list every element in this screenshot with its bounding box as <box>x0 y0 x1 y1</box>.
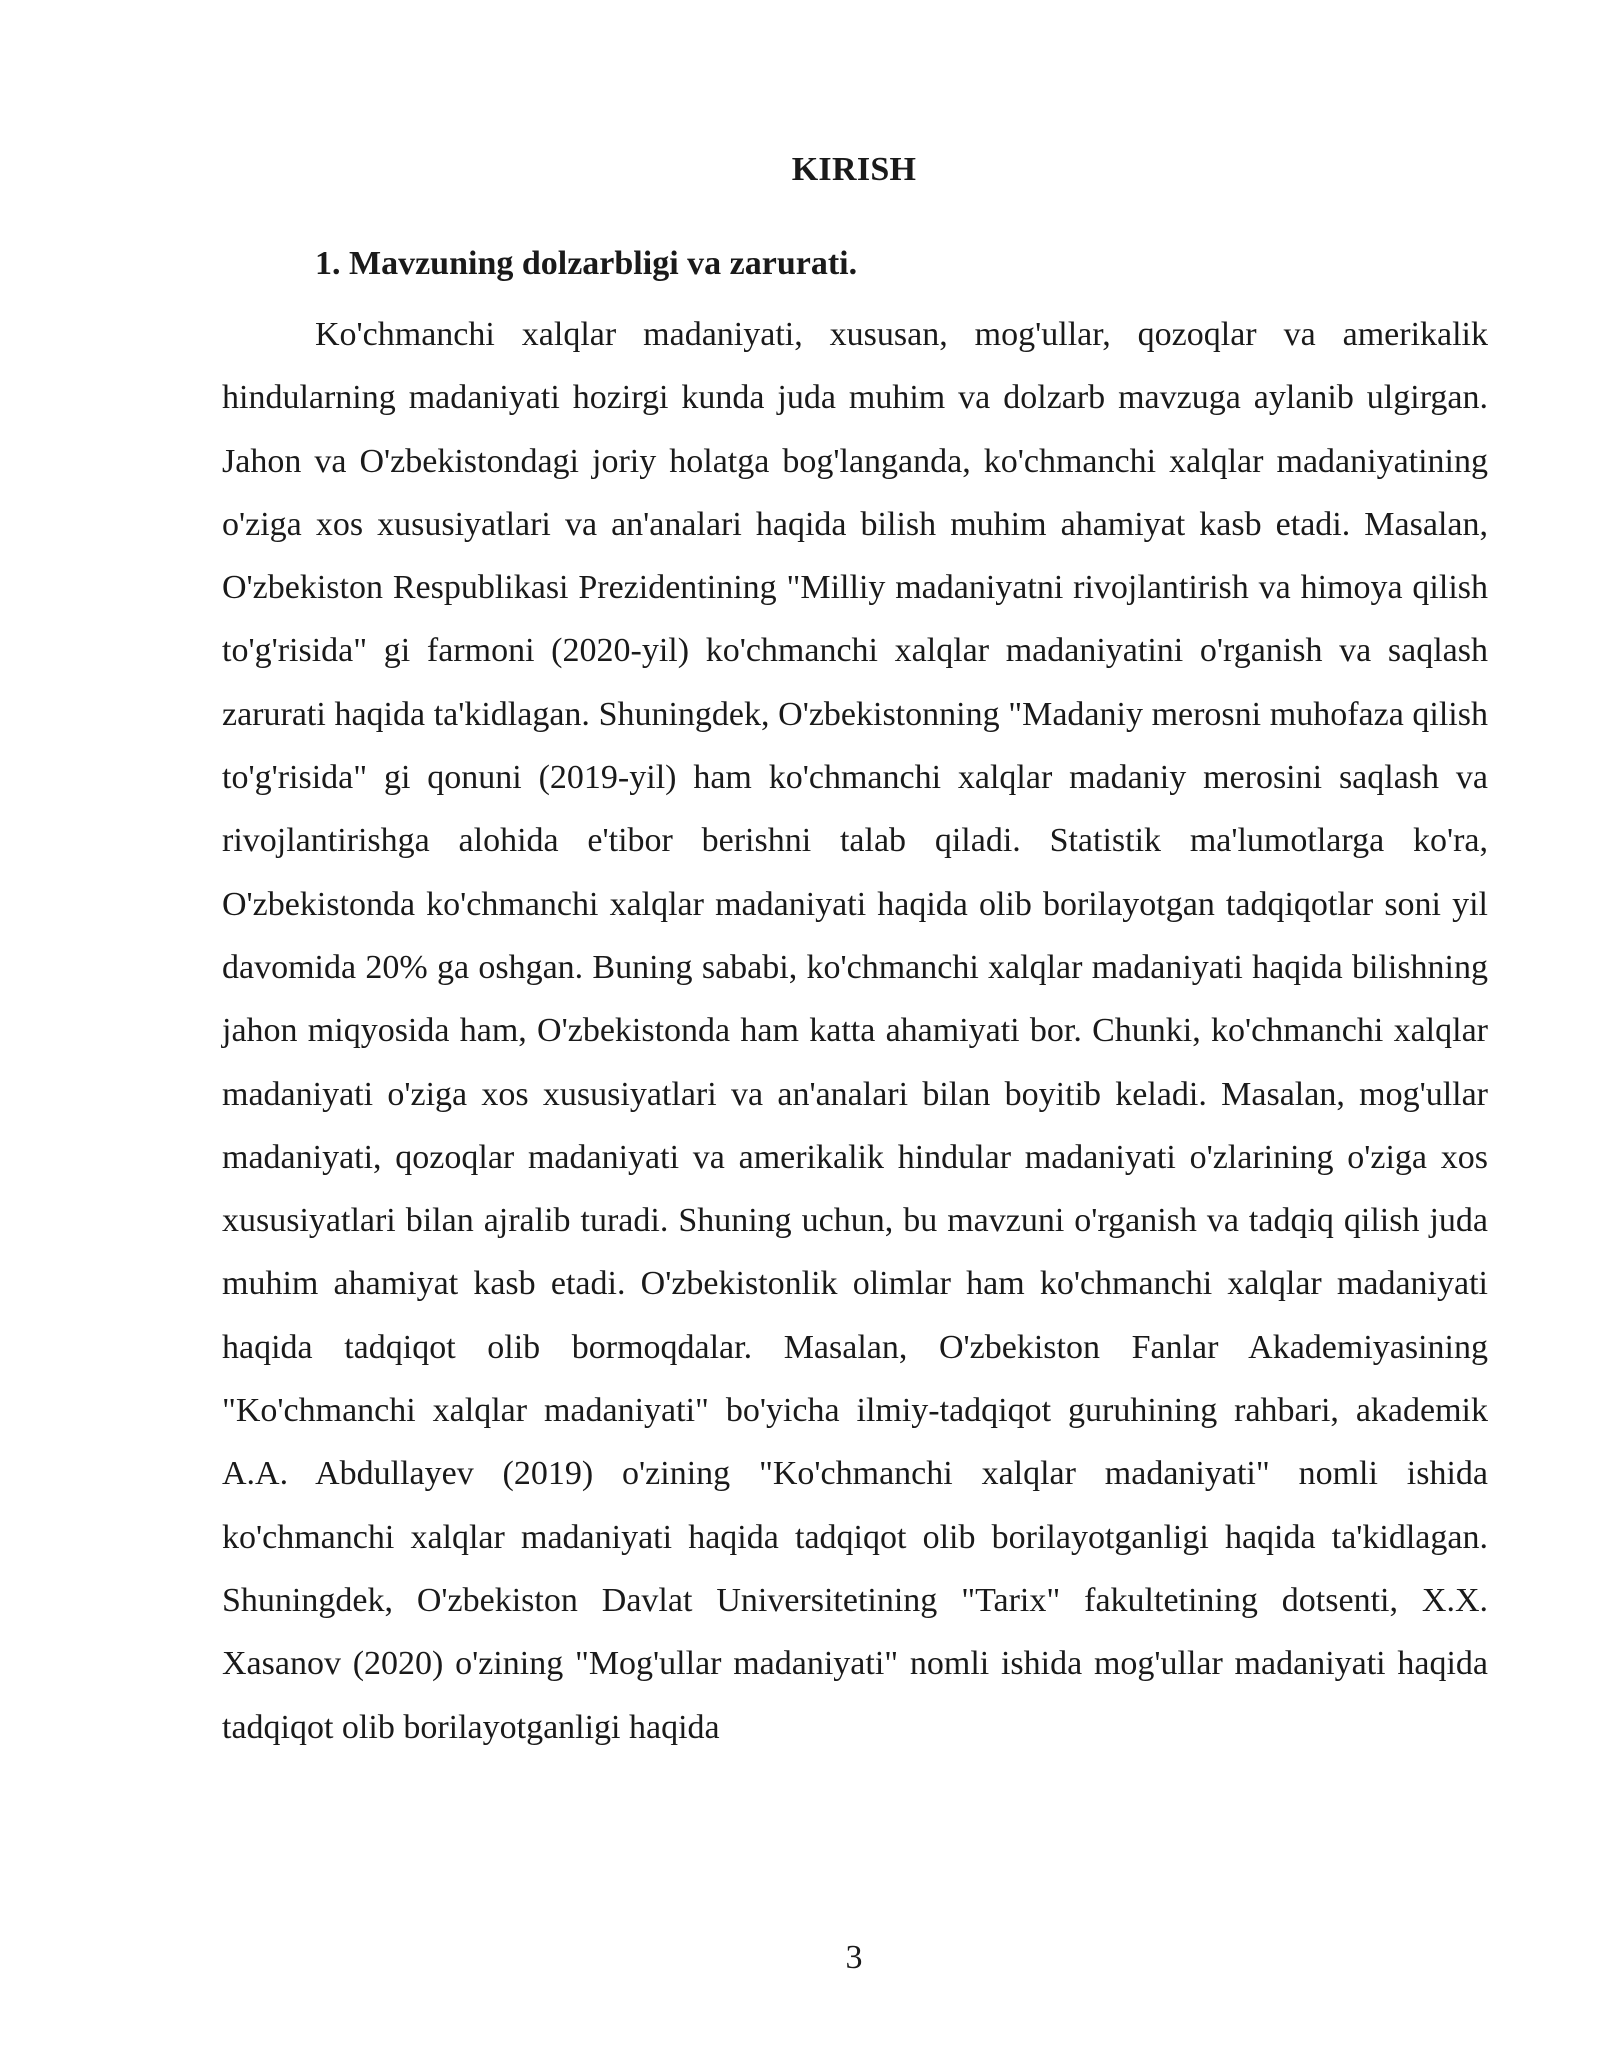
page-number: 3 <box>845 1939 863 1976</box>
page-title: KIRISH <box>791 151 917 188</box>
body-paragraph: Ko'chmanchi xalqlar madaniyati, xususan, mog'ullar, qozoqlar va amerikalik hindularning madaniyati hozirgi kunda juda muhim va dolzarb mavzuga aylanib ulgirgan. Jahon va O'zbekistondagi joriy holatga bog'langanda, ko'chmanchi xalqlar madaniyatining o'ziga xos xususiyatlari va an'analari haqida bilish muhim ahamiyat kasb etadi. Masalan, O'zbekiston Respublikasi Prezidentining "Milliy madaniyatni rivojlantirish va himoya qilish to'g'risida" gi farmoni (2020-yil) ko'chmanchi xalqlar madaniyatini o'rganish va saqlash zarurati haqida ta'kidlagan. Shuningdek, O'zbekistonning "Madaniy merosni muhofaza qilish to'g'risida" gi qonuni (2019-yil) ham ko'chmanchi xalqlar madaniy merosini saqlash va rivojlantirishga alohida e'tibor berishni talab qiladi. Statistik ma'lumotlarga ko'ra, O'zbekistonda ko'chmanchi xalqlar madaniyati haqida olib borilayotgan tadqiqotlar soni yil davomida 20% ga oshgan. Buning sababi, ko'chmanchi xalqlar madaniyati haqida bilishning jahon miqyosida ham, O'zbekistonda ham katta ahamiyati bor. Chunki, ko'chmanchi xalqlar madaniyati o'ziga xos xususiyatlari va an'analari bilan boyitib keladi. Masalan, mog'ullar madaniyati, qozoqlar madaniyati va amerikalik hindular madaniyati o'zlarining o'ziga xos xususiyatlari bilan ajralib turadi. Shuning uchun, bu mavzuni o'rganish va tadqiq qilish juda muhim ahamiyat kasb etadi. O'zbekistonlik olimlar ham ko'chmanchi xalqlar madaniyati haqida tadqiqot olib bormoqdalar. Masalan, O'zbekiston Fanlar Akademiyasining "Ko'chmanchi xalqlar madaniyati" bo'yicha ilmiy-tadqiqot guruhining rahbari, akademik A.A. Abdullayev (2019) o'zining "Ko'chmanchi xalqlar madaniyati" nomli ishida ko'chmanchi xalqlar madaniyati haqida tadqiqot olib borilayotganligi haqida ta'kidlagan. Shuningdek, O'zbekiston Davlat Universitetining "Tarix" fakultetining dotsenti, X.X. Xasanov (2020) o'zining "Mog'ullar madaniyati" nomli ishida mog'ullar madaniyati haqida tadqiqot olib borilayotganligi haqida <box>222 316 1488 1746</box>
section-heading: 1. Mavzuning dolzarbligi va zarurati. <box>315 245 858 282</box>
